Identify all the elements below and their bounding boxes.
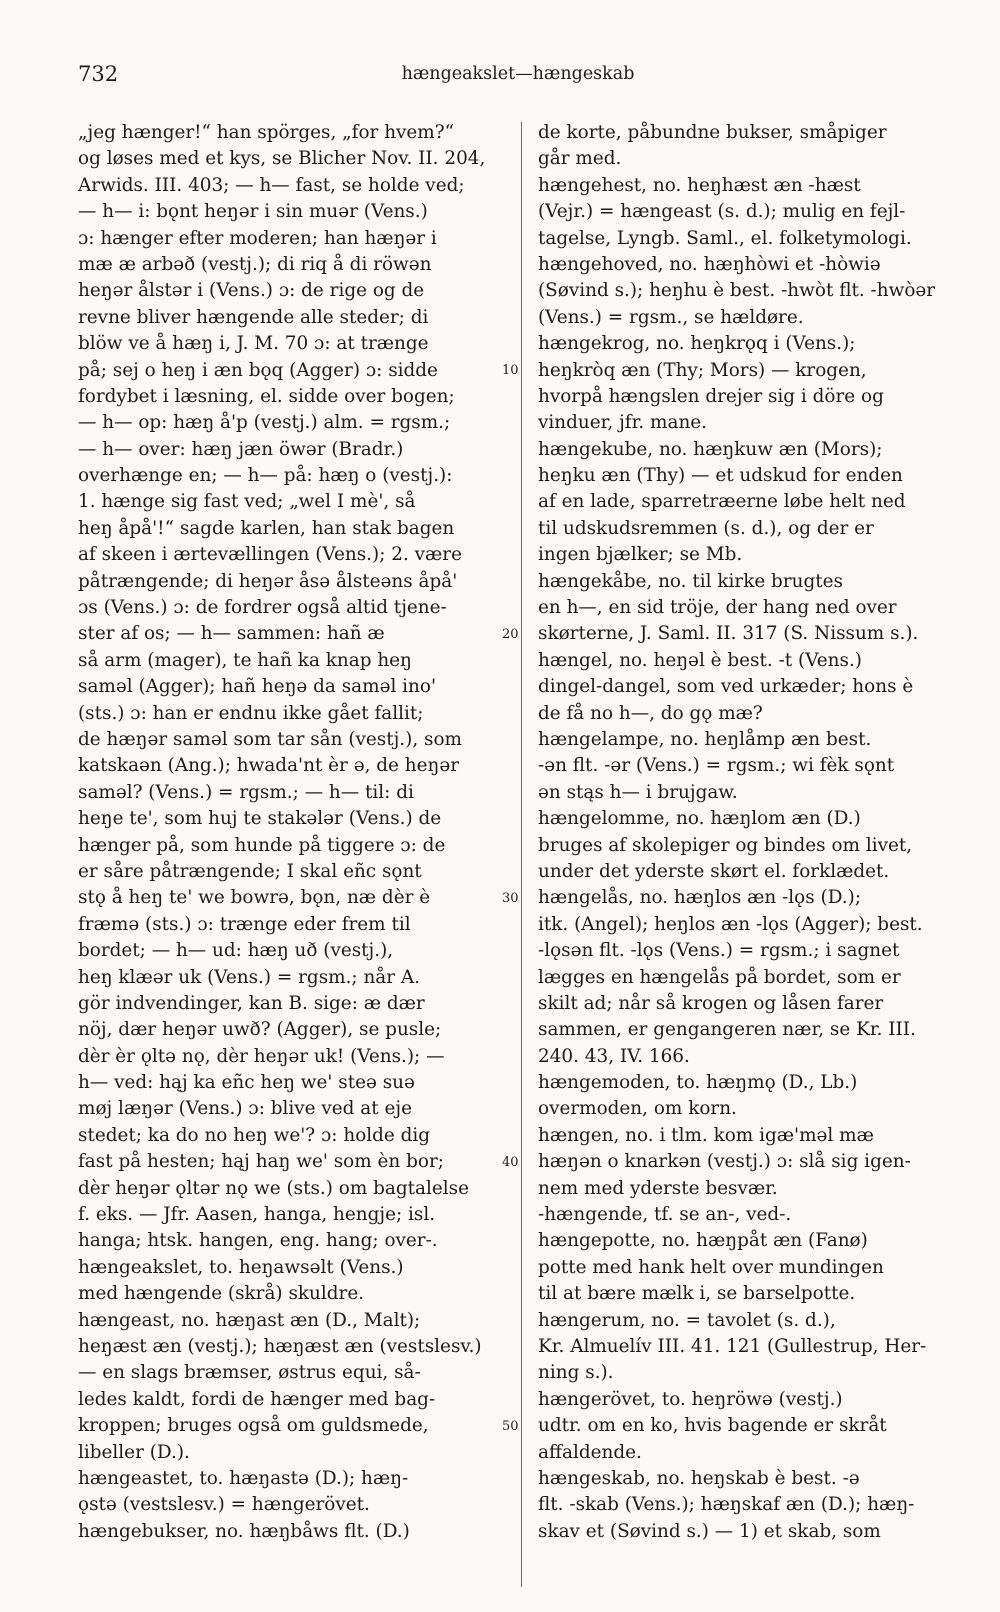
text-line: møj læŋər (Vens.) ɔ: blive ved at eje	[78, 1098, 412, 1120]
text-line: heŋkròq æn (Thy; Mors) — krogen,	[538, 359, 867, 381]
text-line: saməl? (Vens.) = rgsm.; — h— til: di	[78, 781, 414, 803]
text-line: dingel-dangel, som ved urkæder; hons è	[538, 676, 914, 698]
text-line: potte med hank helt over mundingen	[538, 1256, 884, 1278]
text-line: stǫ å heŋ te' we bowrə, bǫn, næ dèr è	[78, 887, 431, 909]
text-line: hænger på, som hunde på tiggere ɔ: de	[78, 834, 446, 856]
text-line: h— ved: hąj ka eñc heŋ we' steə suə	[78, 1072, 415, 1094]
text-line: heŋər ålstər i (Vens.) ɔ: de rige og de	[78, 280, 425, 302]
text-line: heŋe te', som huj te stakələr (Vens.) de	[78, 808, 442, 830]
text-line: heŋ klæər uk (Vens.) = rgsm.; når A.	[78, 966, 421, 988]
text-line: (Vens.) = rgsm., se hældøre.	[538, 306, 804, 328]
text-line: — h— over: hæŋ jæn öwər (Bradr.)	[78, 438, 404, 460]
text-line: til at bære mælk i, se barselpotte.	[538, 1283, 856, 1305]
text-line: itk. (Angel); heŋlos æn -lǫs (Agger); best.	[538, 913, 923, 935]
text-line: hængen, no. i tlm. kom igæ'məl mæ	[538, 1124, 874, 1146]
text-line: gör indvendinger, kan B. sige: æ dær	[78, 992, 425, 1014]
text-line: heŋæst æn (vestj.); hæŋæst æn (vestslesv.)	[78, 1335, 482, 1357]
text-line: hængeastet, to. hæŋastə (D.); hæŋ-	[78, 1467, 409, 1489]
text-line: hængehest, no. heŋhæst æn -hæst	[538, 174, 861, 196]
text-line: hængebukser, no. hæŋbåws flt. (D.)	[78, 1520, 410, 1542]
text-line: fast på hesten; hąj haŋ we' som èn bor;	[78, 1151, 444, 1173]
text-line: hængelampe, no. heŋlåmp æn best.	[538, 728, 872, 750]
text-line: de hæŋər saməl som tar sån (vestj.), som	[78, 728, 462, 750]
text-line: hængekube, no. hæŋkuw æn (Mors);	[538, 438, 883, 460]
text-line: (Vejr.) = hængeast (s. d.); mulig en fejl-	[538, 201, 906, 223]
text-line: ster af os; — h— sammen: hañ æ	[78, 623, 385, 645]
text-line: de korte, påbundne bukser, småpiger	[538, 122, 887, 143]
text-line: — h— i: bǫnt heŋər i sin muər (Vens.)	[78, 201, 428, 223]
margin-line-number: 30	[502, 890, 519, 906]
text-line: vinduer, jfr. mane.	[538, 412, 708, 434]
left-column	[78, 120, 496, 1545]
margin-line-number: 20	[502, 626, 519, 642]
text-line: hængelomme, no. hæŋlom æn (D.)	[538, 808, 861, 830]
text-line: skav et (Søvind s.) — 1) et skab, som	[538, 1520, 881, 1542]
margin-line-number: 10	[502, 362, 519, 378]
text-line: hængel, no. heŋəl è best. -t (Vens.)	[538, 649, 862, 671]
text-line: på; sej o heŋ i æn bǫq (Agger) ɔ: sidde	[78, 359, 438, 381]
text-line: heŋku æn (Thy) — et udskud for enden	[538, 465, 903, 487]
text-line: er såre påtrængende; I skal eñc sǫnt	[78, 860, 422, 882]
text-line: kroppen; bruges også om guldsmede,	[78, 1415, 429, 1437]
text-line: — en slags bræmser, østrus equi, så-	[78, 1362, 421, 1384]
text-line: ledes kaldt, fordi de hænger med bag-	[78, 1388, 436, 1410]
text-line: libeller (D.).	[78, 1441, 190, 1463]
text-line: påtrængende; di heŋər åsə ålsteəns åpå'	[78, 570, 458, 592]
text-line: af skeen i ærtevællingen (Vens.); 2. være	[78, 544, 462, 566]
text-line: ɔs (Vens.) ɔ: de fordrer også altid tjene-	[78, 597, 447, 619]
column-divider	[521, 122, 522, 1587]
text-line: skørterne, J. Saml. II. 317 (S. Nissum s.).	[538, 623, 919, 645]
text-line: skilt ad; når så krogen og låsen farer	[538, 992, 884, 1014]
text-line: de få no h—, do gǫ mæ?	[538, 702, 763, 724]
text-line: revne bliver hængende alle steder; di	[78, 306, 429, 328]
text-line: katskaən (Ang.); hwada'nt èr ə, de heŋər	[78, 755, 460, 777]
text-line: affaldende.	[538, 1441, 642, 1463]
text-line: tagelse, Lyngb. Saml., el. folketymologi.	[538, 227, 912, 249]
text-line: går med.	[538, 148, 622, 170]
text-line: „jeg hænger!“ han spörges, „for hvem?“	[78, 122, 455, 143]
text-line: blöw ve å hæŋ i, J. M. 70 ɔ: at trænge	[78, 333, 429, 355]
text-line: en h—, en sid tröje, der hang ned over	[538, 597, 897, 619]
text-line: hængepotte, no. hæŋpåt æn (Fanø)	[538, 1230, 868, 1252]
text-line: af en lade, sparretræerne løbe helt ned	[538, 491, 906, 513]
text-line: (sts.) ɔ: han er endnu ikke gået fallit;	[78, 702, 424, 724]
text-line: nem med yderste besvær.	[538, 1177, 778, 1199]
text-line: — h— op: hæŋ å'p (vestj.) alm. = rgsm.;	[78, 412, 451, 434]
text-line: -hængende, tf. se an-, ved-.	[538, 1204, 792, 1226]
text-line: til udskudsremmen (s. d.), og der er	[538, 517, 874, 539]
text-line: -ən flt. -ər (Vens.) = rgsm.; wi fèk sǫnt	[538, 755, 895, 777]
text-line: så arm (mager), te hañ ka knap heŋ	[78, 649, 412, 671]
text-line: med hængende (skrå) skuldre.	[78, 1283, 365, 1305]
text-line: Kr. Almuelív III. 41. 121 (Gullestrup, Her-	[538, 1335, 927, 1357]
text-line: ǫstə (vestslesv.) = hængerövet.	[78, 1494, 370, 1516]
text-line: hæŋən o knarkən (vestj.) ɔ: slå sig igen-	[538, 1151, 911, 1173]
text-line: lægges en hængelås på bordet, som er	[538, 966, 901, 988]
text-line: udtr. om en ko, hvis bagende er skråt	[538, 1415, 887, 1437]
text-line: nöj, dær heŋər uwð? (Agger), se pusle;	[78, 1019, 442, 1041]
text-line: hængeskab, no. heŋskab è best. -ə	[538, 1467, 860, 1489]
margin-line-number: 50	[502, 1418, 519, 1434]
text-line: stedet; ka do no heŋ we'? ɔ: holde dig	[78, 1124, 431, 1146]
text-line: overmoden, om korn.	[538, 1098, 737, 1120]
text-line: og løses med et kys, se Blicher Nov. II. 204,	[78, 148, 486, 170]
text-line: heŋ åpå'!“ sagde karlen, han stak bagen	[78, 517, 455, 539]
text-line: under det yderste skørt el. forklædet.	[538, 860, 890, 882]
page-header	[78, 62, 958, 92]
text-line: hængerövet, to. heŋröwə (vestj.)	[538, 1388, 843, 1410]
text-line: hængekåbe, no. til kirke brugtes	[538, 570, 843, 592]
text-line: ning s.).	[538, 1362, 614, 1384]
text-line: ən stąs h— i brujgaw.	[538, 781, 738, 803]
text-line: hængerum, no. = tavolet (s. d.),	[538, 1309, 836, 1331]
running-head: hængeakslet—hængeskab	[401, 64, 635, 84]
text-line: (Søvind s.); heŋhu è best. -hwòt flt. -hwòər	[538, 280, 936, 302]
text-line: sammen, er gengangeren nær, se Kr. III.	[538, 1019, 916, 1041]
text-line: fordybet i læsning, el. sidde over bogen;	[78, 385, 455, 407]
text-line: overhænge en; — h— på: hæŋ o (vestj.):	[78, 465, 453, 487]
text-line: dèr èr ǫltə nǫ, dèr heŋər uk! (Vens.); —	[78, 1045, 445, 1067]
text-line: ɔ: hænger efter moderen; han hæŋər i	[78, 227, 437, 249]
text-line: 1. hænge sig fast ved; „wel I mè', så	[78, 491, 416, 513]
text-line: dèr heŋər ǫltər nǫ we (sts.) om bagtalelse	[78, 1177, 469, 1199]
text-line: fræmə (sts.) ɔ: trænge eder frem til	[78, 913, 411, 935]
text-line: flt. -skab (Vens.); hæŋskaf æn (D.); hæŋ-	[538, 1494, 915, 1516]
text-line: ingen bjælker; se Mb.	[538, 544, 743, 566]
right-column	[538, 120, 962, 1545]
text-line: hanga; htsk. hangen, eng. hang; over-.	[78, 1230, 438, 1252]
text-line: hængeast, no. hæŋast æn (D., Malt);	[78, 1309, 421, 1331]
text-line: Arwids. III. 403; — h— fast, se holde ved;	[78, 174, 465, 196]
text-line: hængekrog, no. heŋkrǫq i (Vens.);	[538, 333, 856, 355]
text-line: -lǫsən flt. -lǫs (Vens.) = rgsm.; i sagnet	[538, 940, 900, 962]
text-line: mæ æ arbəð (vestj.); di riq å di röwən	[78, 253, 432, 275]
margin-line-number: 40	[502, 1154, 519, 1170]
text-line: hvorpå hængslen drejer sig i döre og	[538, 385, 884, 407]
text-line: bordet; — h— ud: hæŋ uð (vestj.),	[78, 940, 394, 962]
text-line: hængemoden, to. hæŋmǫ (D., Lb.)	[538, 1072, 858, 1094]
page-number: 732	[78, 62, 119, 86]
text-line: hængelås, no. hæŋlos æn -lǫs (D.);	[538, 887, 862, 909]
text-line: hængeakslet, to. heŋawsəlt (Vens.)	[78, 1256, 404, 1278]
text-line: 240. 43, IV. 166.	[538, 1045, 690, 1067]
text-line: bruges af skolepiger og bindes om livet,	[538, 834, 913, 856]
text-line: hængehoved, no. hæŋhòwi et -hòwiə	[538, 253, 881, 275]
text-line: saməl (Agger); hañ heŋə da saməl ino'	[78, 676, 437, 698]
text-line: f. eks. — Jfr. Aasen, hanga, hengje; isl.	[78, 1204, 436, 1226]
